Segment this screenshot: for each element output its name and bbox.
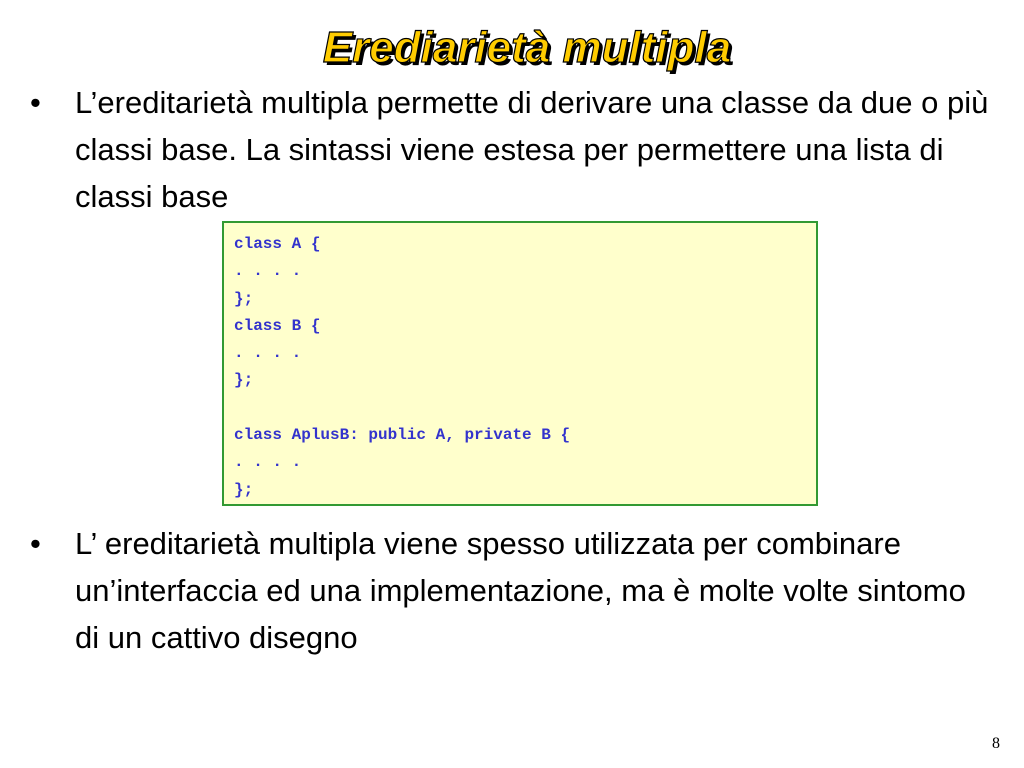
bullet-marker: • xyxy=(30,85,41,120)
bullet-text-2: L’ ereditarietà multipla viene spesso utilizzata per combinare un’interfaccia ed una implementazione, ma è molte volte sintomo di un cattivo disegno xyxy=(75,526,966,655)
bullet-item-2 xyxy=(30,520,990,661)
page-number: 8 xyxy=(992,735,1000,752)
code-line: class A { xyxy=(234,235,321,253)
code-line: . . . . xyxy=(234,262,302,281)
code-line: }; xyxy=(234,289,254,308)
code-block xyxy=(222,221,818,506)
code-line xyxy=(234,395,816,422)
bullet-marker: • xyxy=(30,526,41,561)
code-line: }; xyxy=(234,371,254,390)
code-line: class AplusB: public A, private B { xyxy=(234,426,571,445)
bullet-item-1 xyxy=(30,79,990,220)
slide-title: Erediarietà multipla xyxy=(322,23,732,72)
bullet-text-1: L’ereditarietà multipla permette di derivare una classe da due o più classi base. La sintassi viene estesa per permettere una lista di classi base xyxy=(75,85,989,214)
code-line: . . . . xyxy=(234,344,302,363)
code-line: }; xyxy=(234,480,254,499)
code-line: class B { xyxy=(234,316,321,335)
code-line: . . . . xyxy=(234,453,302,472)
